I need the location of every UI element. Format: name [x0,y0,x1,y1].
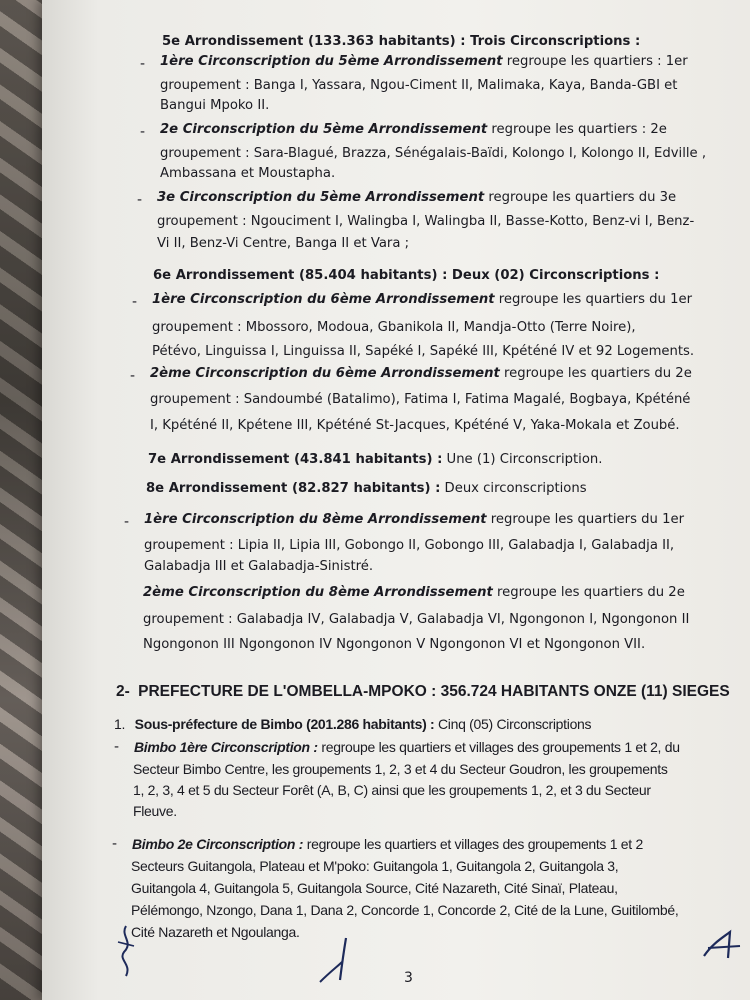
bullet-dash: - [130,368,136,384]
arr6-c1-label: 1ère Circonscription du 6ème Arrondissement [152,292,495,307]
arr8-heading: 8e Arrondissement (82.827 habitants) : Deux circonscriptions [146,481,587,496]
arr5-c1-line3: Bangui Mpoko II. [160,98,270,113]
arr6-c2-line1: 2ème Circonscription du 6ème Arrondissement regroupe les quartiers du 2e [150,366,692,381]
bimbo2-line5: Cité Nazareth et Ngoulanga. [131,924,300,940]
arr8-c1-line3: Galabadja III et Galabadja-Sinistré. [144,559,374,574]
arr6-c1-line2: groupement : Mbossoro, Modoua, Gbanikola II, Mandja-Otto (Terre Noire), [152,320,636,335]
arr8-c1-line1: 1ère Circonscription du 8ème Arrondissement regroupe les quartiers du 1er [144,512,684,527]
page-number: 3 [404,970,413,986]
arr6-c1-line3: Pétévo, Linguissa I, Linguissa II, Sapéké I, Sapéké III, Kpéténé IV et 92 Logements. [152,344,695,359]
handwritten-initial-left [112,922,142,980]
arr8-c1-label: 1ère Circonscription du 8ème Arrondissement [144,512,487,527]
bullet-dash: - [140,124,146,140]
bullet-dash: - [137,192,143,208]
bimbo2-line4: Pélémongo, Nzongo, Dana 1, Dana 2, Concorde 1, Concorde 2, Cité de la Lune, Guitilombé, [131,902,679,918]
arr7-heading: 7e Arrondissement (43.841 habitants) : Une (1) Circonscription. [148,452,603,467]
arr5-c2-line2: groupement : Sara-Blagué, Brazza, Sénégalais-Baïdi, Kolongo I, Kolongo II, Edville , [160,146,707,161]
arr8-c2-line1: 2ème Circonscription du 8ème Arrondissement regroupe les quartiers du 2e [143,585,685,600]
bullet-dash: - [132,294,138,310]
handwritten-initial-center [316,936,358,986]
bimbo2-line3: Guitangola 4, Guitangola 5, Guitangola Source, Cité Nazareth, Cité Sinaï, Plateau, [131,880,618,896]
arr6-c2-label: 2ème Circonscription du 6ème Arrondissement [150,366,500,381]
bullet-dash: - [140,56,146,72]
bimbo1-line1: Bimbo 1ère Circonscription : regroupe les quartiers et villages des groupements 1 et 2, du [134,739,680,755]
arr8-c1-line2: groupement : Lipia II, Lipia III, Gobongo II, Gobongo III, Galabadja I, Galabadja II, [144,538,675,553]
arr5-c1-line1: 1ère Circonscription du 5ème Arrondissement regroupe les quartiers : 1er [160,54,688,69]
arr5-c3-line2: groupement : Ngouciment I, Walingba I, Walingba II, Basse-Kotto, Benz-vi I, Benz- [157,214,695,229]
arr5-c1-line2: groupement : Banga I, Yassara, Ngou-Ciment II, Malimaka, Kaya, Banda-GBI et [160,78,678,93]
arr5-c2-label: 2e Circonscription du 5ème Arrondissement [160,122,488,137]
bimbo2-line1: Bimbo 2e Circonscription : regroupe les quartiers et villages des groupements 1 et 2 [132,836,643,852]
bimbo1-line4: Fleuve. [133,803,177,819]
arr5-heading: 5e Arrondissement (133.363 habitants) : Trois Circonscriptions : [162,34,641,49]
arr6-c2-line2: groupement : Sandoumbé (Batalimo), Fatima I, Fatima Magalé, Bogbaya, Kpéténé [150,392,691,407]
arr5-c3-line3: Vi II, Benz-Vi Centre, Banga II et Vara ; [157,236,410,251]
arr8-c2-line3: Ngongonon III Ngongonon IV Ngongonon V Ngongonon VI et Ngongonon VII. [143,637,646,652]
bullet-dash: - [112,836,118,852]
arr6-c1-line1: 1ère Circonscription du 6ème Arrondissement regroupe les quartiers du 1er [152,292,692,307]
arr5-c2-line3: Ambassana et Moustapha. [160,166,336,181]
arr5-c3-line1: 3e Circonscription du 5ème Arrondissement regroupe les quartiers du 3e [157,190,677,205]
bimbo1-label: Bimbo 1ère Circonscription : [134,739,318,755]
arr6-c2-line3: I, Kpéténé II, Kpétene III, Kpéténé St-Jacques, Kpéténé V, Yaka-Mokala et Zoubé. [150,418,680,433]
bullet-dash: - [114,739,120,755]
arr5-c1-label: 1ère Circonscription du 5ème Arrondissement [160,54,503,69]
arr6-heading: 6e Arrondissement (85.404 habitants) : Deux (02) Circonscriptions : [153,268,660,283]
bullet-dash: - [124,514,130,530]
bimbo2-line2: Secteurs Guitangola, Plateau et M'poko: Guitangola 1, Guitangola 2, Guitangola 3, [131,858,619,874]
bimbo1-line2: Secteur Bimbo Centre, les groupements 1, 2, 3 et 4 du Secteur Goudron, les groupements [133,761,668,777]
handwritten-initial-right [700,928,744,964]
section-2-heading: 2- PREFECTURE DE L'OMBELLA-MPOKO : 356.724 HABITANTS ONZE (11) SIEGES [116,683,730,700]
bimbo2-label: Bimbo 2e Circonscription : [132,836,304,852]
bimbo1-line3: 1, 2, 3, 4 et 5 du Secteur Forêt (A, B, C) ainsi que les groupements 1, 2, et 3 du Secteur [133,782,651,798]
arr8-c2-line2: groupement : Galabadja IV, Galabadja V, Galabadja VI, Ngongonon I, Ngongonon II [143,612,690,627]
arr5-c2-line1: 2e Circonscription du 5ème Arrondissement regroupe les quartiers : 2e [160,122,667,137]
arr8-c2-label: 2ème Circonscription du 8ème Arrondissement [143,585,493,600]
arr5-c3-label: 3e Circonscription du 5ème Arrondissement [157,190,485,205]
sous-prefecture-heading: 1. Sous-préfecture de Bimbo (201.286 habitants) : Cinq (05) Circonscriptions [114,716,592,732]
